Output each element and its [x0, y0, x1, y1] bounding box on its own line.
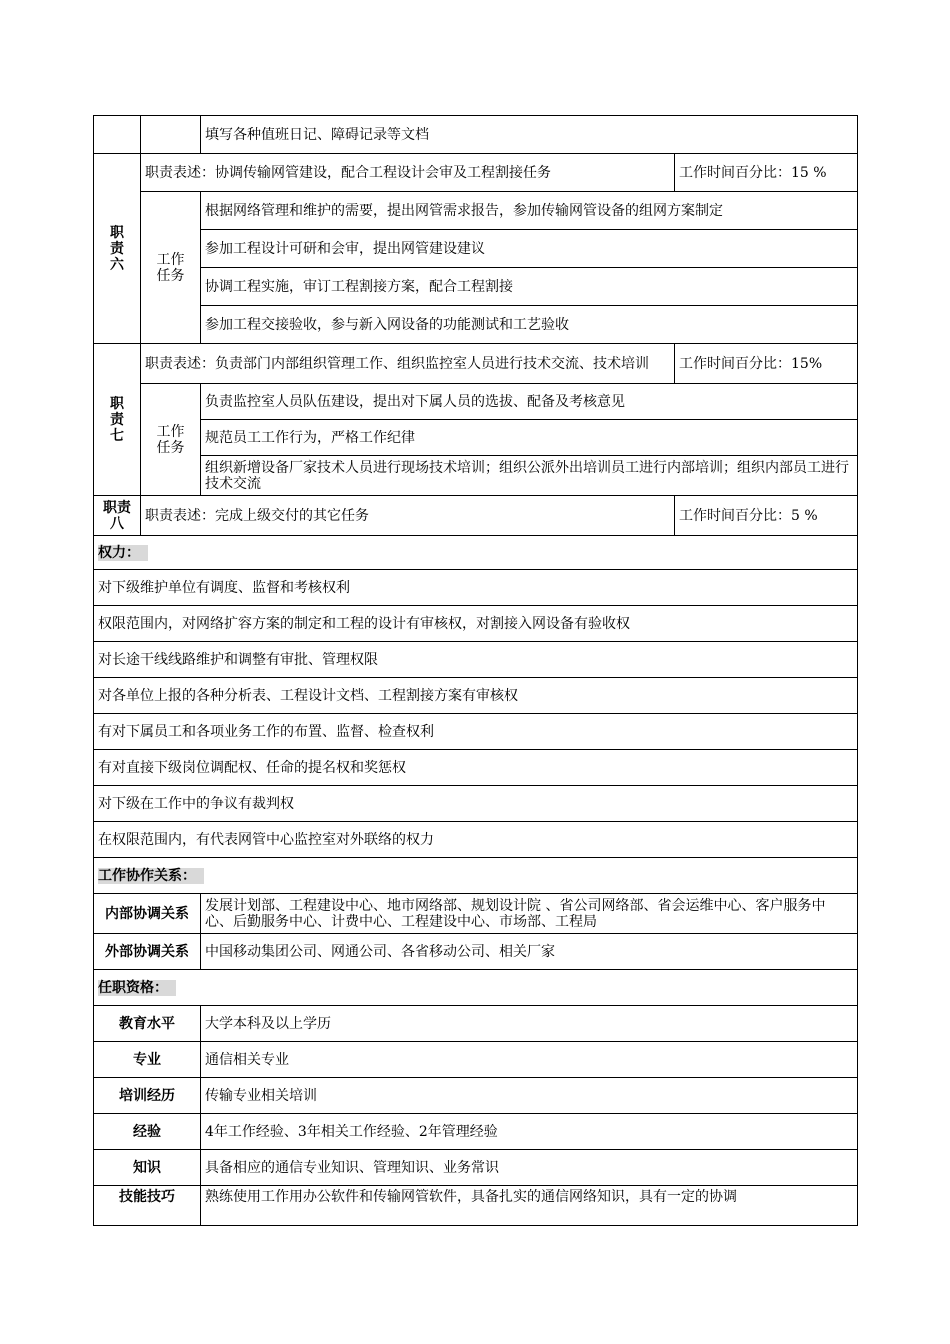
external-collab-value: 中国移动集团公司、网通公司、各省移动公司、相关厂家: [201, 934, 858, 970]
table-row: [94, 1114, 858, 1150]
task-cell: 根据网络管理和维护的需要，提出网管需求报告，参加传输网管设备的组网方案制定: [201, 192, 858, 230]
table-row: [94, 536, 858, 570]
table-row: [94, 642, 858, 678]
table-row: [94, 192, 858, 230]
qual-title-text: 任职资格：: [98, 980, 176, 996]
job-description-table: [93, 115, 858, 1226]
internal-collab-value: 发展计划部、工程建设中心、地市网络部、规划设计院 、省公司网络部、省会运维中心、客户服务中心、后勤服务中心、计费中心、工程建设中心、市场部、工程局: [201, 894, 858, 934]
power-item: 对下级在工作中的争议有裁判权: [94, 786, 858, 822]
qual-value: 传输专业相关培训: [201, 1078, 858, 1114]
duty-eight-percentage: 工作时间百分比：5 %: [675, 496, 858, 536]
power-item: 权限范围内，对网络扩容方案的制定和工程的设计有审核权，对割接入网设备有验收权: [94, 606, 858, 642]
table-row: [94, 750, 858, 786]
duty-seven-percentage: 工作时间百分比：15%: [675, 344, 858, 384]
qual-value: 通信相关专业: [201, 1042, 858, 1078]
duty-seven-task-label: 工作 任务: [141, 384, 201, 496]
power-title-text: 权力：: [98, 545, 148, 561]
table-row: [94, 154, 858, 192]
collab-section-title: [94, 858, 858, 894]
qual-value: 4年工作经验、3年相关工作经验、2年管理经验: [201, 1114, 858, 1150]
empty-cell: [141, 116, 201, 154]
table-row: [94, 384, 858, 420]
table-row: [94, 1150, 858, 1186]
qual-label: 教育水平: [94, 1006, 201, 1042]
task-cell: 协调工程实施，审订工程割接方案，配合工程割接: [201, 268, 858, 306]
internal-collab-label: 内部协调关系: [94, 894, 201, 934]
table-row: [94, 606, 858, 642]
table-row: [94, 970, 858, 1006]
qual-label: 技能技巧: [94, 1186, 201, 1226]
table-row: [94, 570, 858, 606]
task-cell: 组织新增设备厂家技术人员进行现场技术培训；组织公派外出培训员工进行内部培训；组织内部员工进行技术交流: [201, 456, 858, 496]
table-row: [94, 496, 858, 536]
table-row: [94, 344, 858, 384]
duty-seven-label: 职 责 七: [94, 344, 141, 496]
empty-cell: [94, 116, 141, 154]
table-row: [94, 1186, 858, 1226]
power-item: 对各单位上报的各种分析表、工程设计文档、工程割接方案有审核权: [94, 678, 858, 714]
duty-six-description: 职责表述：协调传输网管建设，配合工程设计会审及工程割接任务: [141, 154, 675, 192]
qual-label: 知识: [94, 1150, 201, 1186]
task-cell: 参加工程交接验收，参与新入网设备的功能测试和工艺验收: [201, 306, 858, 344]
power-item: 对长途干线线路维护和调整有审批、管理权限: [94, 642, 858, 678]
task-cell: 规范员工工作行为，严格工作纪律: [201, 420, 858, 456]
table-row: [94, 786, 858, 822]
duty-seven-description: 职责表述：负责部门内部组织管理工作、组织监控室人员进行技术交流、技术培训: [141, 344, 675, 384]
table-row: [94, 116, 858, 154]
table-row: [94, 1078, 858, 1114]
duty-eight-description: 职责表述：完成上级交付的其它任务: [141, 496, 675, 536]
qual-section-title: [94, 970, 858, 1006]
table-row: [94, 420, 858, 456]
task-cell: 负责监控室人员队伍建设，提出对下属人员的选拔、配备及考核意见: [201, 384, 858, 420]
power-item: 有对下属员工和各项业务工作的布置、监督、检查权利: [94, 714, 858, 750]
duty-six-task-label: 工作 任务: [141, 192, 201, 344]
qual-value: 具备相应的通信专业知识、管理知识、业务常识: [201, 1150, 858, 1186]
power-item: 对下级维护单位有调度、监督和考核权利: [94, 570, 858, 606]
qual-value: 熟练使用工作用办公软件和传输网管软件，具备扎实的通信网络知识，具有一定的协调: [201, 1186, 858, 1226]
table-row: [94, 894, 858, 934]
table-row: [94, 456, 858, 496]
task-cell: 填写各种值班日记、障碍记录等文档: [201, 116, 858, 154]
task-cell: 参加工程设计可研和会审，提出网管建设建议: [201, 230, 858, 268]
table-row: [94, 268, 858, 306]
table-row: [94, 1006, 858, 1042]
table-row: [94, 306, 858, 344]
collab-title-text: 工作协作关系：: [98, 868, 204, 884]
power-section-title: [94, 536, 858, 570]
duty-eight-label: 职责 八: [94, 496, 141, 536]
external-collab-label: 外部协调关系: [94, 934, 201, 970]
table-row: [94, 678, 858, 714]
qual-label: 经验: [94, 1114, 201, 1150]
table-row: [94, 934, 858, 970]
qual-label: 培训经历: [94, 1078, 201, 1114]
duty-six-percentage: 工作时间百分比：15 %: [675, 154, 858, 192]
table-row: [94, 822, 858, 858]
power-item: 在权限范围内，有代表网管中心监控室对外联络的权力: [94, 822, 858, 858]
table-row: [94, 1042, 858, 1078]
qual-value: 大学本科及以上学历: [201, 1006, 858, 1042]
duty-six-label: 职 责 六: [94, 154, 141, 344]
table-row: [94, 230, 858, 268]
qual-label: 专业: [94, 1042, 201, 1078]
power-item: 有对直接下级岗位调配权、任命的提名权和奖惩权: [94, 750, 858, 786]
table-row: [94, 714, 858, 750]
table-row: [94, 858, 858, 894]
